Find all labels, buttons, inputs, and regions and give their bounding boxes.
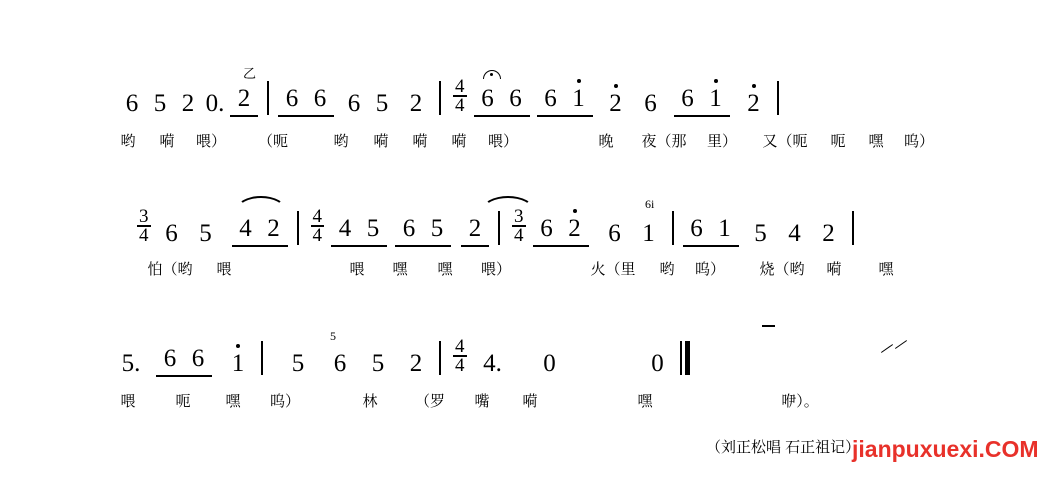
watermark: jianpuxuexi.COM (852, 436, 1039, 462)
note: 6 (347, 90, 361, 117)
beamed-group (533, 216, 589, 247)
note: 2 (409, 350, 423, 377)
lyric: 烧（哟 (759, 261, 805, 278)
note: 2 (230, 86, 258, 117)
lyric: 喂 (216, 261, 232, 278)
lyric: 嗬 (826, 261, 842, 278)
lyric: 嘿 (437, 261, 453, 278)
lyric: 喂） (480, 261, 512, 278)
note: 4 (788, 220, 801, 247)
lyric: 哟 (659, 261, 675, 278)
barline (439, 341, 441, 375)
slur-icon (482, 196, 534, 210)
beamed-group (674, 86, 730, 117)
note: 6 (509, 85, 522, 112)
note: 5 (291, 350, 305, 377)
note: 4 (239, 215, 252, 242)
note: 6 (163, 345, 177, 372)
note: 2 (409, 90, 423, 117)
note: 5 (375, 90, 389, 117)
note: 6 (165, 220, 178, 247)
lyric: 呜） (269, 393, 301, 410)
beamed-group (474, 86, 530, 117)
note: 0. (205, 90, 225, 117)
lyric: 又（呃 (762, 133, 808, 150)
lyric: 呜） (903, 133, 935, 150)
note: 1 (642, 220, 655, 247)
note: 6 (608, 220, 621, 247)
note: 2 (609, 90, 622, 117)
lyric: 呃 (175, 393, 191, 410)
note: 5 (371, 350, 385, 377)
lyric: 嗬 (373, 133, 389, 150)
time-signature: 3 4 (514, 206, 524, 246)
ornament-icon: 乙 (243, 66, 257, 81)
system-3-lyrics (0, 390, 1054, 410)
lyric: 嘿 (225, 393, 241, 410)
lyric: 嘿 (878, 261, 894, 278)
lyric: 哟 (120, 133, 136, 150)
time-signature: 4 4 (455, 76, 465, 116)
system-2-notation (134, 208, 863, 247)
system-1-lyrics (0, 130, 1054, 150)
lyric: 咿）。 (781, 393, 819, 410)
barline (852, 211, 854, 245)
system-2-lyrics (0, 258, 1054, 278)
note: 0 (543, 350, 556, 377)
note: 6 (690, 215, 703, 242)
note: 1 (709, 85, 722, 112)
lyric: 夜（那 (641, 133, 687, 150)
lyric: 怕（哟 (147, 261, 193, 278)
lyric: （呃 (257, 133, 289, 150)
barline (777, 81, 779, 115)
system-3-notation (118, 338, 690, 377)
grace-note-icon: 6i (645, 197, 655, 211)
note: 6 (402, 215, 416, 242)
beamed-group (683, 216, 739, 247)
note: 4 (338, 215, 352, 242)
lyric: 嗬 (522, 393, 538, 410)
note: 6 (285, 85, 299, 112)
lyric: 喂） (487, 133, 519, 150)
lyric: 呃 (830, 133, 846, 150)
note: 4. (483, 350, 502, 377)
beamed-group (156, 346, 212, 377)
time-signature: 3 4 (139, 206, 149, 246)
time-signature: 4 4 (455, 336, 465, 376)
final-barline (680, 341, 690, 375)
note: 2 (747, 90, 760, 117)
note: 5 (199, 220, 212, 247)
barline (439, 81, 441, 115)
note: 5. (121, 350, 141, 377)
lyric: 嗬 (412, 133, 428, 150)
lyric: 喂 (120, 393, 136, 410)
barline (498, 211, 500, 245)
note: 6 (540, 215, 553, 242)
lyric: 林 (362, 393, 378, 410)
note: 2 (568, 215, 581, 242)
lyric: 呜） (694, 261, 726, 278)
note: 2 (822, 220, 835, 247)
barline (267, 81, 269, 115)
note: 6 (681, 85, 694, 112)
note: 6 (544, 85, 557, 112)
lyric: 喂） (195, 133, 227, 150)
note: 1 (231, 350, 245, 377)
note: 5 (153, 90, 167, 117)
note: 6 (481, 85, 494, 112)
slur-icon (236, 196, 286, 210)
breath-mark-icon (895, 340, 907, 349)
note: 6 (313, 85, 327, 112)
barline (297, 211, 299, 245)
system-1-notation (118, 78, 788, 117)
lyric: 嘴 (474, 393, 490, 410)
note: 5 (754, 220, 767, 247)
credits: （刘正松唱 石正祖记） (706, 439, 861, 456)
beamed-group (278, 86, 334, 117)
note: 1 (572, 85, 585, 112)
note: 5 (430, 215, 444, 242)
beamed-group (232, 216, 288, 247)
barline (672, 211, 674, 245)
dash-mark (762, 325, 775, 327)
barline (261, 341, 263, 375)
note: 2 (461, 216, 489, 247)
note: 5 (366, 215, 380, 242)
lyric: 嗬 (159, 133, 175, 150)
note: 2 (267, 215, 280, 242)
grace-note-icon: 5 (330, 329, 336, 343)
note: 6 (333, 350, 347, 377)
beamed-group (537, 86, 593, 117)
note: 6 (191, 345, 205, 372)
note: 2 (181, 90, 195, 117)
lyric: 哟 (333, 133, 349, 150)
lyric: （罗 (414, 393, 446, 410)
lyric: 嘿 (868, 133, 884, 150)
lyric: 嘿 (637, 393, 653, 410)
note: 6 (644, 90, 657, 117)
lyric: 火（里 (590, 261, 636, 278)
lyric: 喂 (349, 261, 365, 278)
note: 6 (125, 90, 139, 117)
lyric: 嗬 (451, 133, 467, 150)
beamed-group (395, 216, 451, 247)
lyric: 里） (706, 133, 738, 150)
time-signature: 4 4 (312, 206, 322, 246)
lyric: 晚 (598, 133, 614, 150)
note: 1 (718, 215, 731, 242)
breath-mark-icon (881, 344, 893, 353)
lyric: 嘿 (392, 261, 408, 278)
note: 0 (651, 350, 664, 377)
beamed-group (331, 216, 387, 247)
